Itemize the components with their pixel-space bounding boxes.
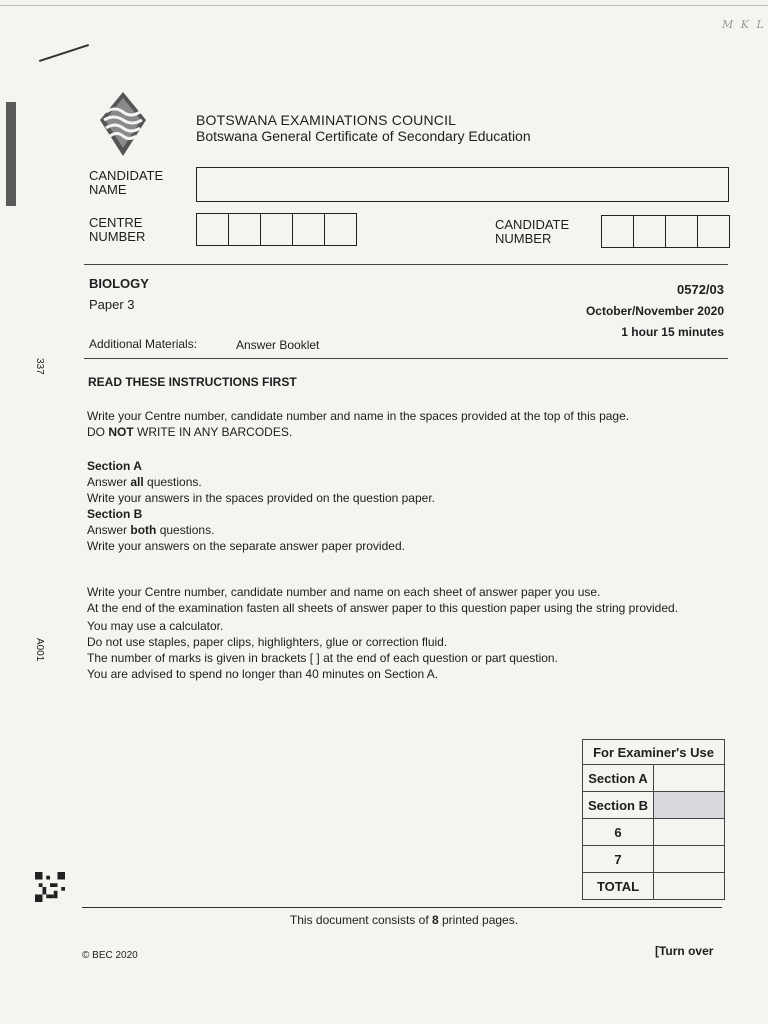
section-b-heading: Section B: [87, 507, 143, 521]
instructions-heading: READ THESE INSTRUCTIONS FIRST: [88, 375, 297, 389]
divider: [82, 907, 722, 908]
instruction-line: Write your answers on the separate answer paper provided.: [87, 539, 405, 553]
materials-label: Additional Materials:: [89, 337, 198, 351]
page-top-edge: [0, 0, 768, 6]
binding-strip: [6, 102, 16, 206]
section-a-instructions: [87, 458, 727, 554]
margin-code-top: 337: [34, 358, 45, 375]
bec-logo-icon: [98, 92, 148, 156]
instruction-line: At the end of the examination fasten all sheets of answer paper to this question paper using the string provided.: [87, 601, 679, 615]
instruction-line: Write your Centre number, candidate number and name in the spaces provided at the top of this page.: [87, 409, 630, 423]
digit-box[interactable]: [228, 213, 261, 246]
certificate-title: Botswana General Certificate of Secondary Education: [196, 128, 531, 144]
table-row: 7: [583, 846, 725, 873]
instruction-line: Answer both questions.: [87, 523, 215, 537]
digit-box[interactable]: [292, 213, 325, 246]
instructions-block: [87, 408, 727, 440]
centre-number-label: CENTRE NUMBER: [89, 215, 146, 244]
digit-box[interactable]: [665, 215, 698, 248]
divider: [84, 358, 728, 359]
centre-number-field[interactable]: [196, 213, 356, 246]
examiner-use-table: [582, 739, 725, 900]
margin-code-bottom: A001: [34, 638, 45, 662]
instruction-line: Answer all questions.: [87, 475, 202, 489]
candidate-number-label: CANDIDATE NUMBER: [495, 217, 570, 246]
mark-cell[interactable]: [654, 873, 725, 900]
mark-cell[interactable]: [654, 792, 725, 819]
digit-box[interactable]: [324, 213, 357, 246]
mark-cell[interactable]: [654, 765, 725, 792]
materials-value: Answer Booklet: [236, 338, 320, 352]
candidate-number-field[interactable]: [601, 215, 729, 248]
council-name: BOTSWANA EXAMINATIONS COUNCIL: [196, 112, 457, 128]
digit-box[interactable]: [697, 215, 730, 248]
examiner-table-heading: For Examiner's Use: [583, 740, 725, 765]
table-row: Section A: [583, 765, 725, 792]
copyright: © BEC 2020: [82, 950, 138, 961]
table-row: Section B: [583, 792, 725, 819]
digit-box[interactable]: [196, 213, 229, 246]
instruction-line: You may use a calculator.: [87, 619, 224, 633]
table-row: 6: [583, 819, 725, 846]
exam-session: October/November 2020: [585, 304, 724, 318]
exam-duration: 1 hour 15 minutes: [621, 325, 724, 339]
instruction-line: You are advised to spend no longer than 40 minutes on Section A.: [87, 667, 439, 681]
digit-box[interactable]: [260, 213, 293, 246]
divider: [84, 264, 728, 265]
general-instructions: [87, 584, 723, 682]
subject-title: BIOLOGY: [89, 276, 149, 291]
instruction-line: DO NOT WRITE IN ANY BARCODES.: [87, 425, 293, 439]
turn-over-note: [Turn over: [655, 944, 714, 958]
candidate-name-field[interactable]: [196, 167, 729, 202]
instruction-line: Write your Centre number, candidate number and name on each sheet of answer paper you use.: [87, 585, 601, 599]
pen-mark: [39, 44, 89, 62]
page-count-note: This document consists of 8 printed pages.: [289, 913, 519, 927]
handwritten-initials: M K L: [722, 18, 766, 31]
candidate-name-label: CANDIDATE NAME: [89, 168, 164, 197]
mark-cell[interactable]: [654, 819, 725, 846]
paper-number: Paper 3: [89, 297, 135, 312]
paper-code: 0572/03: [677, 282, 724, 297]
table-row: TOTAL: [583, 873, 725, 900]
instruction-line: Write your answers in the spaces provided on the question paper.: [87, 491, 435, 505]
section-a-heading: Section A: [87, 459, 142, 473]
digit-box[interactable]: [633, 215, 666, 248]
mark-cell[interactable]: [654, 846, 725, 873]
instruction-line: The number of marks is given in brackets [ ] at the end of each question or part question.: [87, 651, 558, 665]
qr-code-icon: [34, 872, 66, 902]
digit-box[interactable]: [601, 215, 634, 248]
instruction-line: Do not use staples, paper clips, highlighters, glue or correction fluid.: [87, 635, 448, 649]
